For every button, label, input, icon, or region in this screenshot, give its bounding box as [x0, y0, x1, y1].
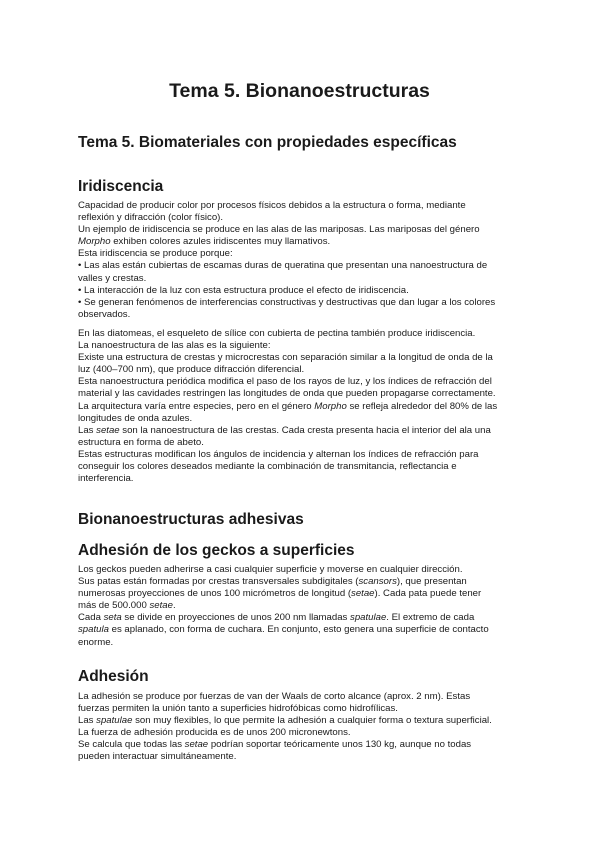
- text-line: spatula es aplanado, con forma de cuchara. En conjunto, esto genera una superficie de contacto: [78, 624, 489, 636]
- text-line: estructura en forma de abeto.: [78, 436, 204, 448]
- text-line: numerosas proyecciones de unos 100 micrómetros de longitud (setae). Cada pata puede tener: [78, 588, 482, 600]
- text-line: Las setae son la nanoestructura de las crestas. Cada cresta presenta hacia el interior del ala una: [78, 424, 491, 436]
- text-line: luz (400–700 nm), que produce difracción diferencial.: [78, 364, 305, 376]
- iridiscencia-paragraph-2: [78, 328, 523, 485]
- text-line: interferencia.: [78, 473, 134, 485]
- text-line: reflexión y difracción (color físico).: [78, 212, 224, 224]
- adhesion-paragraph: [78, 691, 523, 764]
- italic-term: setae: [96, 424, 120, 436]
- text-line: enorme.: [78, 636, 114, 648]
- text-line: Capacidad de producir color por procesos físicos debidos a la estructura o forma, mediante: [78, 200, 466, 211]
- text-line: La arquitectura varía entre especies, pero en el género Morpho se refleja alrededor del 80% de las: [78, 400, 498, 412]
- text-line: Las spatulae son muy flexibles, lo que permite la adhesión a cualquier forma o textura superficial.: [78, 715, 492, 727]
- text-line: Los geckos pueden adherirse a casi cualquier superficie y moverse en cualquier dirección.: [78, 564, 463, 575]
- italic-term: spatula: [78, 624, 109, 636]
- text-line: valles y crestas.: [78, 272, 147, 284]
- section-heading-adhesivas: Bionanoestructuras adhesivas: [78, 511, 304, 528]
- italic-term: scansors: [358, 576, 397, 588]
- text-line: Un ejemplo de iridiscencia se produce en las alas de las mariposas. Las mariposas del género: [78, 224, 480, 236]
- document-subtitle: Tema 5. Biomateriales con propiedades específicas: [78, 134, 457, 151]
- text-line: fuerzas permiten la unión tanto a superficies hidrofóbicas como hidrofílicas.: [78, 703, 398, 715]
- text-line: conseguir los colores deseados mediante la combinación de transmitancia, reflectancia e: [78, 461, 457, 473]
- section-heading-geckos: Adhesión de los geckos a superficies: [78, 542, 355, 559]
- text-line: • La interacción de la luz con esta estructura produce el efecto de iridiscencia.: [78, 284, 409, 296]
- text-line: La fuerza de adhesión producida es de unos 200 micronewtons.: [78, 727, 351, 739]
- section-heading-adhesion: Adhesión: [78, 668, 149, 685]
- geckos-paragraph: [78, 564, 523, 649]
- text-line: longitudes de onda azules.: [78, 412, 193, 424]
- iridiscencia-paragraph-1: [78, 200, 523, 321]
- italic-term: setae: [149, 600, 173, 612]
- text-line: En las diatomeas, el esqueleto de sílice con cubierta de pectina también produce iridiscencia.: [78, 328, 476, 339]
- text-line: material y las cavidades restringen las longitudes de onda que pueden propagarse correctamente.: [78, 388, 496, 400]
- text-line: Morpho exhiben colores azules iridiscentes muy llamativos.: [78, 236, 331, 248]
- text-line: • Se generan fenómenos de interferencias constructivas y destructivas que dan lugar a los colores: [78, 296, 496, 308]
- text-line: más de 500.000 setae.: [78, 600, 176, 612]
- text-line: Existe una estructura de crestas y microcrestas con separación similar a la longitud de onda de la: [78, 352, 493, 364]
- page-title: Tema 5. Bionanoestructuras: [169, 80, 430, 102]
- italic-term: setae: [351, 588, 375, 600]
- text-line: Se calcula que todas las setae podrían soportar teóricamente unos 130 kg, aunque no todas: [78, 739, 472, 751]
- text-line: Estas estructuras modifican los ángulos de incidencia y alternan los índices de refracción para: [78, 448, 479, 460]
- text-line: • Las alas están cubiertas de escamas duras de queratina que presentan una nanoestructura de: [78, 260, 488, 272]
- text-line: pueden interactuar simultáneamente.: [78, 751, 237, 763]
- text-line: Cada seta se divide en proyecciones de unos 200 nm llamadas spatulae. El extremo de cada: [78, 612, 475, 624]
- text-line: La nanoestructura de las alas es la siguiente:: [78, 340, 271, 352]
- text-line: Sus patas están formadas por crestas transversales subdigitales (scansors), que presentan: [78, 576, 467, 588]
- italic-term: spatulae: [96, 715, 133, 727]
- italic-term: seta: [103, 612, 122, 624]
- section-heading-iridiscencia: Iridiscencia: [78, 178, 164, 195]
- italic-term: spatulae: [350, 612, 387, 624]
- italic-term: Morpho: [78, 236, 111, 248]
- text-line: La adhesión se produce por fuerzas de van der Waals de corto alcance (aprox. 2 nm). Estas: [78, 691, 471, 702]
- italic-term: Morpho: [314, 400, 347, 412]
- text-line: Esta nanoestructura periódica modifica el paso de los rayos de luz, y los índices de refracción del: [78, 376, 492, 388]
- text-line: Esta iridiscencia se produce porque:: [78, 248, 233, 260]
- text-line: observados.: [78, 308, 131, 320]
- italic-term: setae: [184, 739, 209, 751]
